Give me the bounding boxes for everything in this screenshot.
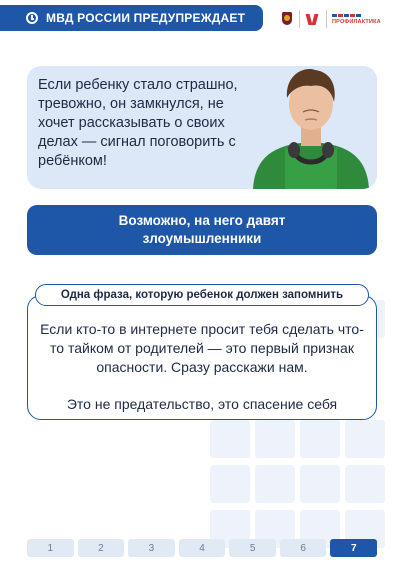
sad-boy-illustration [245,66,377,189]
page-button-7[interactable]: 7 [330,539,377,557]
header-bar [0,5,263,31]
page-button-6[interactable]: 6 [280,539,327,557]
page-button-5[interactable]: 5 [229,539,276,557]
clock-icon [26,12,38,24]
header-title: МВД РОССИИ ПРЕДУПРЕЖДАЕТ [46,11,246,25]
bird-logo-icon [305,11,321,27]
page-button-4[interactable]: 4 [179,539,226,557]
quote-label-text: Одна фраза, которую ребенок должен запомнить [60,289,344,301]
page-button-1[interactable]: 1 [27,539,74,557]
quote-text: Если кто-то в интернете просит тебя сделать что-то тайком от родителей — это первый признак опасности. Сразу расскажи нам. [40,321,364,375]
pagination [27,539,377,557]
logo-divider [326,10,327,28]
page-button-3[interactable]: 3 [128,539,175,557]
brand-logo [332,14,381,25]
quote-label [35,284,369,306]
brand-text: ПРОФИЛАКТИКА [332,18,381,25]
mvd-emblem-icon [280,10,294,28]
quote-subtext: Это не предательство, это спасение себя [66,396,338,412]
info-card-text: Если ребенку стало страшно, тревожно, он замкнулся, не хочет рассказывать о своих делах — сигнал поговорить с ребёнком! [38,77,238,169]
logo-divider [299,10,300,28]
warning-banner [27,205,377,255]
page-button-2[interactable]: 2 [78,539,125,557]
info-card [27,66,377,189]
banner-text: Возможно, на него давят злоумышленники [118,213,286,246]
partner-logos [280,8,381,30]
